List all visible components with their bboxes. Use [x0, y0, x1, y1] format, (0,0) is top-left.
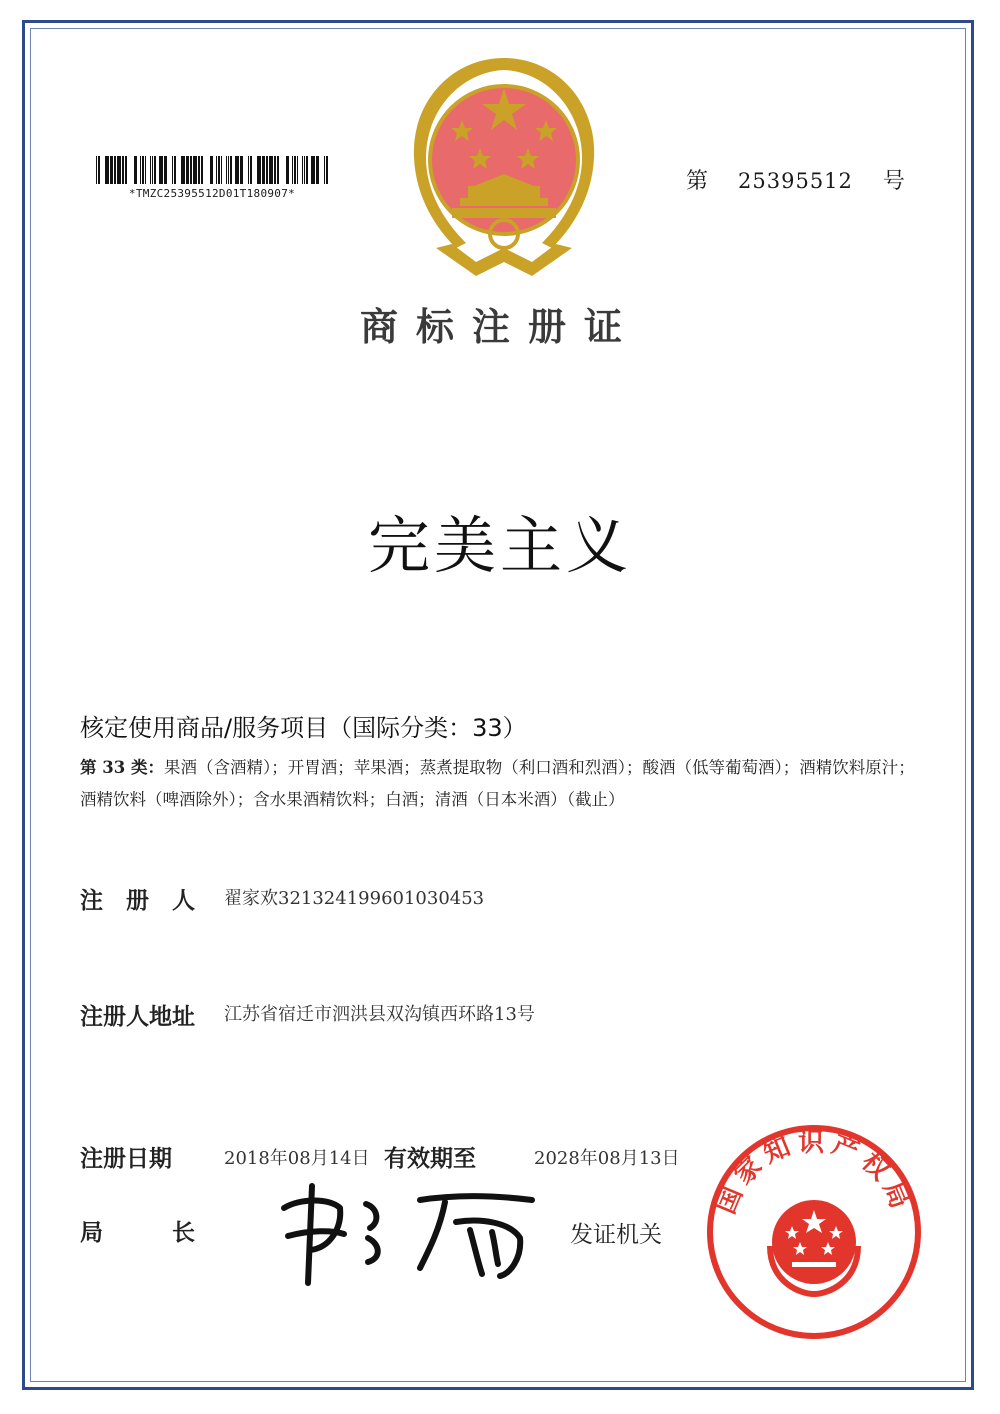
barcode-bar: [147, 156, 149, 184]
barcode-bar: [218, 156, 220, 184]
registrant-value: 翟家欢321324199601030453: [224, 888, 485, 909]
barcode-bar: [193, 156, 197, 184]
barcode-bar: [250, 156, 252, 184]
barcode-bar: [96, 156, 97, 184]
barcode-bar: [152, 156, 153, 184]
barcode-bar: [240, 156, 243, 184]
barcode-bar: [304, 156, 305, 184]
seal-text: 国家知识产权局: [711, 1127, 917, 1219]
barcode-bar: [214, 156, 215, 184]
goods-items: 果酒（含酒精）；开胃酒；苹果酒；蒸煮提取物（利口酒和烈酒）；酸酒（低等葡萄酒）；酒精饮料原汁；酒精饮料（啤酒除外）；含水果酒精饮料；白酒；清酒（日本米酒）（截止）: [80, 758, 915, 809]
director-label: 局 长: [80, 1220, 195, 1246]
barcode-bar: [159, 156, 163, 184]
barcode-bar: [309, 156, 310, 184]
barcode-bar: [128, 156, 130, 184]
barcode-bar: [101, 156, 104, 184]
barcode-bar: [98, 156, 100, 184]
barcode-bar: [299, 156, 301, 184]
goods-heading: 核定使用商品/服务项目（国际分类：33）: [80, 714, 527, 742]
barcode-bar: [114, 156, 116, 184]
seal-emblem-icon: [770, 1200, 858, 1294]
barcode-bar: [226, 156, 227, 184]
barcode-bar: [286, 156, 289, 184]
valid-until-label: 有效期至: [384, 1146, 476, 1172]
certificate-title: 商标注册证: [359, 305, 640, 349]
barcode-bar: [244, 156, 247, 184]
barcode-bar: [172, 156, 173, 184]
barcode-bar: [297, 156, 298, 184]
barcode-bar: [142, 156, 144, 184]
barcode-bar: [274, 156, 276, 184]
barcode-bar: [257, 156, 261, 184]
barcode-bar: [92, 156, 95, 184]
barcode-bar: [280, 156, 282, 184]
barcode-bar: [233, 156, 234, 184]
address-value: 江苏省宿迁市泗洪县双沟镇西环路13号: [224, 1004, 535, 1025]
barcode-bar: [164, 156, 167, 184]
registration-date-value: 2018年08月14日: [224, 1148, 370, 1169]
barcode-bar: [134, 156, 137, 184]
barcode-bar: [210, 156, 213, 184]
barcode-bar: [248, 156, 249, 184]
valid-until-value: 2028年08月13日: [534, 1148, 680, 1169]
barcode-bar: [117, 156, 121, 184]
barcode-bar: [110, 156, 113, 184]
barcode-bar: [324, 156, 325, 184]
barcode-bar: [266, 156, 268, 184]
barcode-bar: [228, 156, 229, 184]
barcode-bar: [186, 156, 189, 184]
barcode-bar: [154, 156, 156, 184]
barcode-bar: [221, 156, 222, 184]
barcode-bar: [198, 156, 200, 184]
barcode-bar: [311, 156, 315, 184]
barcode-bar: [320, 156, 323, 184]
barcode-bar: [174, 156, 176, 184]
barcode-bar: [294, 156, 296, 184]
barcode-bar: [204, 156, 206, 184]
barcode-bar: [223, 156, 225, 184]
barcode-bar: [201, 156, 203, 184]
barcode-bar: [181, 156, 185, 184]
barcode-bar: [105, 156, 109, 184]
barcode-bar: [150, 156, 151, 184]
barcode-bar: [306, 156, 308, 184]
director-signature: [270, 1178, 540, 1288]
barcode-bar: [216, 156, 217, 184]
barcode-bar: [262, 156, 265, 184]
address-label: 注册人地址: [80, 1004, 195, 1030]
barcode-bar: [207, 156, 209, 184]
barcode-bar: [122, 156, 124, 184]
registration-date-label: 注册日期: [80, 1146, 172, 1172]
goods-class-label: 第 33 类：: [80, 758, 164, 777]
barcode-bar: [125, 156, 127, 184]
barcode-bar: [269, 156, 273, 184]
barcode-bar: [316, 156, 319, 184]
barcode-bar: [145, 156, 146, 184]
barcode-bar: [190, 156, 192, 184]
barcode-bar: [177, 156, 180, 184]
barcode-bar: [290, 156, 291, 184]
barcode-bar: [131, 156, 133, 184]
barcode-text: *TMZC25395512D01T180907*: [128, 187, 296, 200]
goods-list: [80, 752, 920, 816]
barcode-bar: [138, 156, 139, 184]
barcode-bars: [92, 156, 332, 184]
barcode-bar: [326, 156, 328, 184]
barcode-bar: [302, 156, 303, 184]
registration-prefix: 第: [686, 169, 709, 194]
official-seal: [704, 1122, 924, 1342]
barcode-bar: [140, 156, 141, 184]
barcode-bar: [157, 156, 158, 184]
registration-suffix: 号: [882, 169, 905, 194]
barcode-bar: [292, 156, 293, 184]
barcode-bar: [277, 156, 279, 184]
barcode: [92, 156, 332, 200]
registration-number-value: 25395512: [738, 169, 853, 193]
national-emblem-icon: [396, 48, 612, 288]
registration-number: [686, 164, 905, 195]
barcode-bar: [168, 156, 171, 184]
registrant-label: 注 册 人: [80, 888, 195, 914]
trademark-name: 完美主义: [367, 509, 632, 582]
barcode-bar: [235, 156, 239, 184]
barcode-bar: [253, 156, 256, 184]
issuer-label: 发证机关: [570, 1222, 662, 1248]
barcode-bar: [283, 156, 285, 184]
barcode-bar: [230, 156, 232, 184]
